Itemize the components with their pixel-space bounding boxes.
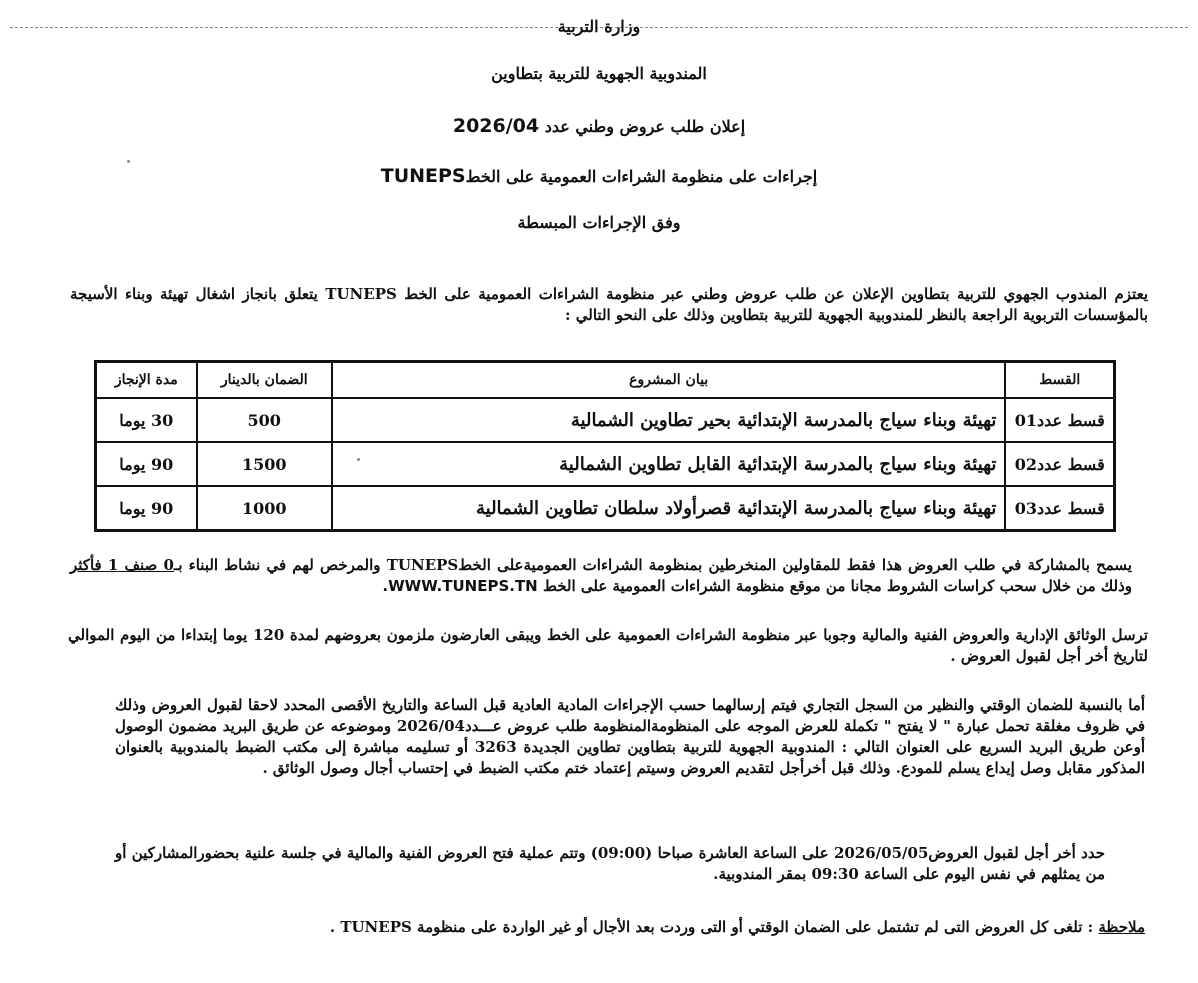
intro-paragraph: يعتزم المندوب الجهوي للتربية بتطاوين الإعلان عن طلب عروض وطني عبر منظومة الشراءات العمومية على الخط TUNEPS يتعلق بانجاز اشغال تهيئة وبناء الأسيجة بالمؤسسات التربوية الراجعة بالنظر للمندوبية الجهوية للتربية بتطاوين وذلك على النحو التالي : <box>70 285 1148 324</box>
participation-paragraph <box>70 555 1132 597</box>
duration-cell: 90 يوما <box>96 442 197 486</box>
deadline-paragraph: حدد أخر أجل لقبول العروض2026/05/05 على الساعة العاشرة صباحا (09:00) وتتم عملية فتح العروض الفنية والمالية في جلسة علنية بحضورالمشاركين أو من يمثلهم في نفس اليوم على الساعة 09:30 بمقر المندوبية. <box>115 844 1105 883</box>
note-label: ملاحظة <box>1098 918 1145 936</box>
notice-number: 2026/04 <box>452 115 540 137</box>
table-header-row <box>96 362 1115 399</box>
header-duration: مدة الإنجاز <box>96 362 197 399</box>
scan-speck <box>357 458 360 461</box>
duration-cell: 90 يوما <box>96 486 197 531</box>
scan-speck <box>127 160 130 163</box>
tuneps-website: WWW.TUNEPS.TN. <box>382 577 538 595</box>
header-guarantee: الضمان بالدينار <box>197 362 332 399</box>
header-lot: القسط <box>1005 362 1114 399</box>
procedure-text: إجراءات على منظومة الشراءات العمومية على الخط <box>465 167 818 186</box>
description-cell: تهيئة وبناء سياج بالمدرسة الإبتدائية قصرأولاد سلطان تطاوين الشمالية <box>332 486 1006 531</box>
guarantee-cell: 1000 <box>197 486 332 531</box>
simplified-title: وفق الإجراءات المبسطة <box>517 213 681 232</box>
participation-text-1: يسمح بالمشاركة في طلب العروض هذا فقط للمقاولين المنخرطين بمنظومة الشراءات العموميةعلى الخطTUNEPS والمرخص لهم في نشاط البناء بـ <box>173 556 1132 574</box>
submission-paragraph: ترسل الوثائق الإدارية والعروض الفنية والمالية وجوبا عبر منظومة الشراءات العمومية على الخط ويبقى العارضون ملزمون بعروضهم لمدة 120 يوما إبتداءا من اليوم الموالي لتاريخ أخر أجل لقبول العروض . <box>68 626 1148 665</box>
description-cell: تهيئة وبناء سياج بالمدرسة الإبتدائية القابل تطاوين الشمالية <box>332 442 1006 486</box>
guarantee-cell: 1500 <box>197 442 332 486</box>
note-paragraph <box>200 917 1145 938</box>
ministry-title: وزارة التربية <box>557 17 641 36</box>
category-requirement: 0 صنف 1 فأكثر <box>70 556 174 574</box>
table-row <box>96 398 1115 442</box>
note-text: : تلغى كل العروض التى لم تشتمل على الضمان الوقتي أو التى وردت بعد الأجال أو غير الواردة على منظومة TUNEPS . <box>329 918 1099 936</box>
table-row <box>96 486 1115 531</box>
lot-cell: قسط عدد01 <box>1005 398 1114 442</box>
notice-text: إعلان طلب عروض وطني عدد <box>544 117 746 136</box>
description-cell: تهيئة وبناء سياج بالمدرسة الإبتدائية بحير تطاوين الشمالية <box>332 398 1006 442</box>
directorate-title: المندوبية الجهوية للتربية بتطاوين <box>491 64 707 83</box>
platform-name: TUNEPS <box>380 165 466 187</box>
duration-cell: 30 يوما <box>96 398 197 442</box>
header-description: بيان المشروع <box>332 362 1006 399</box>
lot-cell: قسط عدد03 <box>1005 486 1114 531</box>
participation-text-2: وذلك من خلال سحب كراسات الشروط مجانا من موقع منظومة الشراءات العمومية على الخط <box>542 577 1132 595</box>
guarantee-cell: 500 <box>197 398 332 442</box>
lot-cell: قسط عدد02 <box>1005 442 1114 486</box>
notice-title <box>0 115 1198 137</box>
guarantee-paragraph: أما بالنسبة للضمان الوقتي والنظير من السجل التجاري فيتم إرسالهما حسب الإجراءات المادية العادية قبل الساعة والتاريخ الأقصى المحدد لاحقا لقبول العروض وذلك في ظروف مغلقة تحمل عبارة " لا يفتح " تكملة للعرض الموجه على المنظومةالمنظومة طلب عروض عـــدد2026/04 وموضوعه عن طريق البريد مضمون الوصول أوعن طريق البريد السريع على العنوان التالي : المندوبية الجهوية للتربية بتطاوين تطاوين الجديدة 3263 أو تسليمه مباشرة إلى مكتب الضبط بالمندوبية بالعنوان المذكور مقابل وصل إيداع يسلم للمودع. وذلك قبل أخرأجل لتقديم العروض وسيتم إعتماد ختم مكتب الضبط في إحتساب أجال وصول الوثائق . <box>115 696 1146 777</box>
table-row <box>96 442 1115 486</box>
lots-table <box>94 360 1116 532</box>
procedure-title <box>0 165 1198 187</box>
